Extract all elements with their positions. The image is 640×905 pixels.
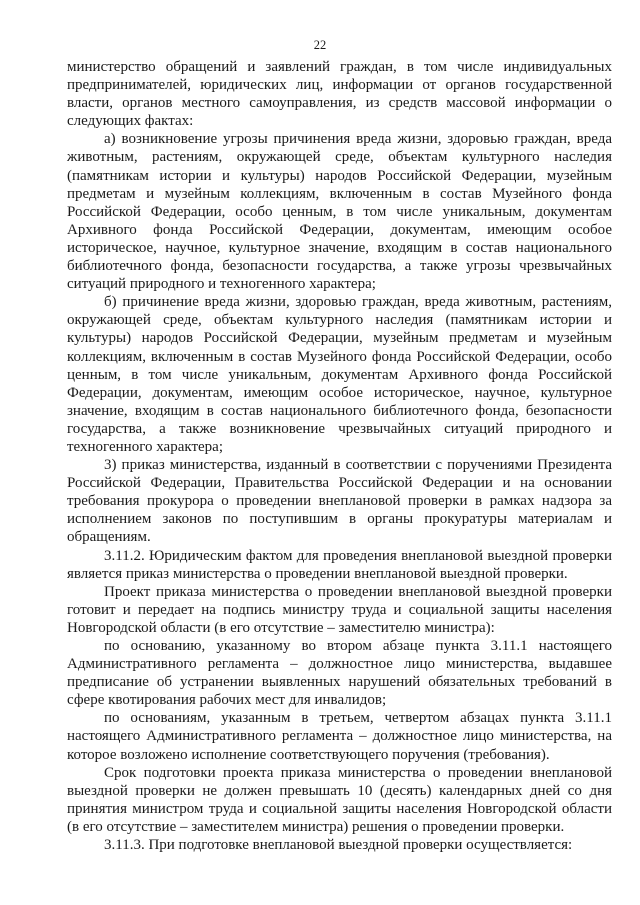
paragraph-item-a: а) возникновение угрозы причинения вреда жизни, здоровью граждан, вреда животным, растениям, окружающей среде, объектам культурного наследия (памятникам истории и культуры) народов Российской Федерации, музейным предметам и музейным коллекциям, включенным в состав Музейного фонда Российской Федерации, особо ценным, в том числе уникальным, документам Архивного фонда Российской Федерации, документам, имеющим особое историческое, научное, культурное значение, входящим в состав национального библиотечного фонда, безопасности государства, а также угрозы чрезвычайных ситуаций природного и техногенного характера;: [67, 131, 612, 293]
document-body: [67, 58, 612, 854]
page-number: 22: [313, 38, 327, 52]
paragraph-item-b: б) причинение вреда жизни, здоровью граждан, вреда животным, растениям, окружающей среде, объектам культурного наследия (памятникам истории и культуры) народов Российской Федерации, музейным предметам и музейным коллекциям, включенным в состав Музейного фонда Российской Федерации, особо ценным, в том числе уникальным, документам Архивного фонда Российской Федерации, документам, имеющим особое историческое, научное, культурное значение, входящим в состав национального библиотечного фонда, безопасности государства, а также возникновение чрезвычайных ситуаций природного и техногенного характера;: [67, 294, 612, 455]
paragraph-intro: министерство обращений и заявлений граждан, в том числе индивидуальных предпринимателей, юридических лиц, информации от органов государственной власти, органов местного самоуправления, из средств массовой информации о следующих фактах:: [67, 59, 612, 130]
paragraph-draft-order: Проект приказа министерства о проведении внеплановой выездной проверки готовит и передает на подпись министру труда и социальной защиты населения Новгородской области (в его отсутствие – заместителю министра):: [67, 583, 612, 636]
paragraph-deadline: Срок подготовки проекта приказа министерства о проведении внеплановой выездной проверки не должен превышать 10 (десять) календарных дней со дня принятия министром труда и социальной защиты населения Новгородской области (в его отсутствие – заместителем министра) решения о проведении проверки.: [67, 764, 612, 835]
paragraph-3-11-2: 3.11.2. Юридическим фактом для проведения внеплановой выездной проверки является приказ министерства о проведении внеплановой выездной проверки.: [67, 547, 612, 582]
paragraph-basis-third-fourth: по основаниям, указанным в третьем, четвертом абзацах пункта 3.11.1 настоящего Административного регламента – должностное лицо министерства, на которое возложено исполнение соответствующего поручения (требования).: [67, 710, 612, 763]
paragraph-3-11-3: 3.11.3. При подготовке внеплановой выездной проверки осуществляется:: [104, 837, 573, 854]
paragraph-item-3: 3) приказ министерства, изданный в соответствии с поручениями Президента Российской Федерации, Правительства Российской Федерации и на основании требования прокурора о проведении внеплановой проверки в рамках надзора за исполнением законов по поступившим в органы прокуратуры материалам и обращениям.: [67, 457, 612, 546]
paragraph-basis-second: по основанию, указанному во втором абзаце пункта 3.11.1 настоящего Административного регламента – должностное лицо министерства, выдавшее предписание об устранении выявленных нарушений обязательных требований в сфере квотирования рабочих мест для инвалидов;: [67, 638, 612, 709]
